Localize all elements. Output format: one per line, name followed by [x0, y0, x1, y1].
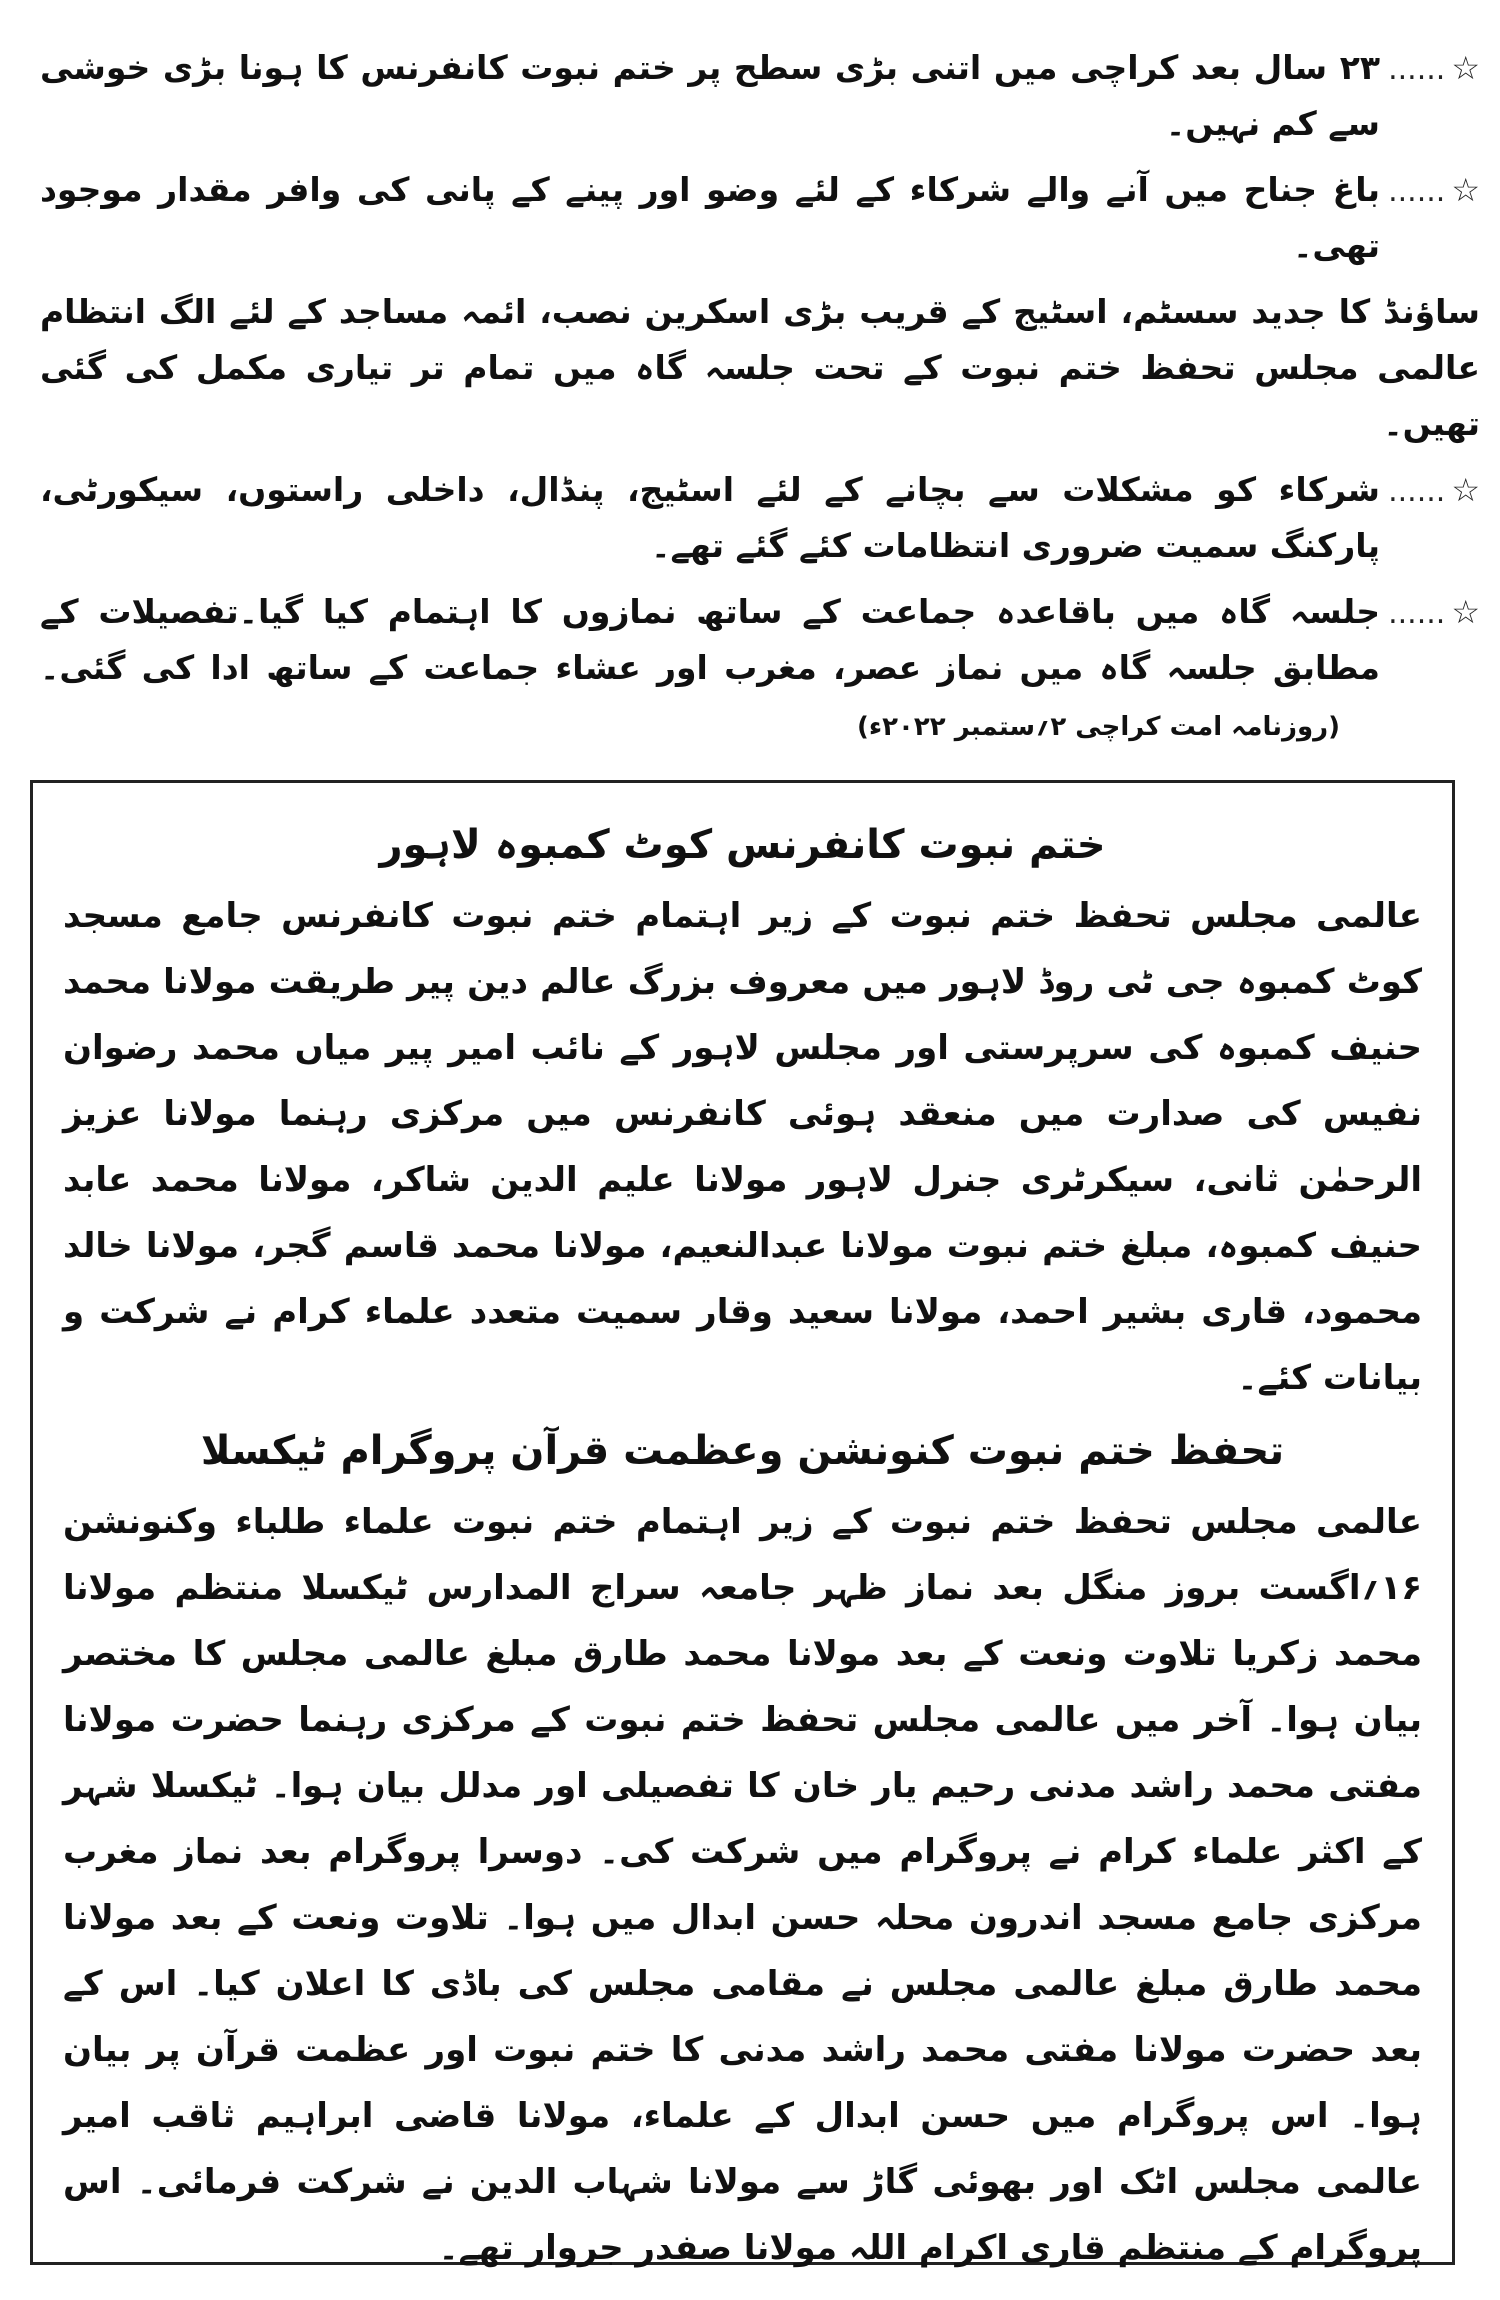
bullet-text: جلسہ گاہ میں باقاعدہ جماعت کے ساتھ نمازوں کا اہتمام کیا گیا۔تفصیلات کے مطابق جلسہ گاہ میں نماز عصر، مغرب اور عشاء جماعت کے ساتھ ادا کی گئی۔ (روزنامہ امت کراچی ۲؍ستمبر ۲۰۲۲ء): [40, 592, 1380, 742]
bullet-text: باغ جناح میں آنے والے شرکاء کے لئے وضو اور پینے کے پانی کی وافر مقدار موجود تھی۔: [40, 170, 1380, 265]
bullet-marker: ...... ☆: [1388, 593, 1480, 631]
star-icon: ☆: [1451, 49, 1480, 87]
section-paragraph: عالمی مجلس تحفظ ختم نبوت کے زیر اہتمام ختم نبوت کانفرنس جامع مسجد کوٹ کمبوہ جی ٹی روڈ لاہور میں معروف بزرگ عالم دین پیر طریقت مولانا محمد حنیف کمبوہ کی سرپرستی اور مجلس لاہور کے نائب امیر پیر میاں محمد رضوان نفیس کی صدارت میں منعقد ہوئی کانفرنس میں مرکزی رہنما مولانا عزیز الرحمٰن ثانی، سیکرٹری جنرل لاہور مولانا علیم الدین شاکر، مولانا محمد عابد حنیف کمبوہ، مبلغ ختم نبوت مولانا عبدالنعیم، مولانا محمد قاسم گجر، مولانا خالد محمود، قاری بشیر احمد، مولانا سعید وقار سمیت متعدد علماء کرام نے شرکت و بیانات کئے۔: [63, 896, 1422, 1398]
section-heading: تحفظ ختم نبوت کنونشن وعظمت قرآن پروگرام ٹیکسلا: [200, 1428, 1285, 1474]
list-item: [40, 462, 1480, 574]
section-paragraph: عالمی مجلس تحفظ ختم نبوت کے زیر اہتمام ختم نبوت علماء طلباء وکنونشن ۱۶؍اگست بروز منگل بعد نماز ظہر جامعہ سراج المدارس ٹیکسلا منتظم مولانا محمد زکریا تلاوت ونعت کے بعد مولانا محمد طارق مبلغ عالمی مجلس کا مختصر بیان ہوا۔ آخر میں عالمی مجلس تحفظ ختم نبوت کے مرکزی رہنما حضرت مولانا مفتی محمد راشد مدنی رحیم یار خان کا تفصیلی اور مدلل بیان ہوا۔ ٹیکسلا شہر کے اکثر علماء کرام نے پروگرام میں شرکت کی۔ دوسرا پروگرام بعد نماز مغرب مرکزی جامع مسجد اندرون محلہ حسن ابدال میں ہوا۔ تلاوت ونعت کے بعد مولانا محمد طارق مبلغ عالمی مجلس نے مقامی مجلس کی باڈی کا اعلان کیا۔ اس کے بعد حضرت مولانا مفتی محمد راشد مدنی کا ختم نبوت اور عظمت قرآن پر بیان ہوا۔ اس پروگرام میں حسن ابدال کے علماء، مولانا قاضی ابراہیم ثاقب امیر عالمی مجلس اٹک اور بھوئی گاڑ سے مولانا شہاب الدین نے شرکت فرمائی۔ اس پروگرام کے منتظم قاری اکرام اللہ مولانا صفدر جروار تھے۔: [63, 1502, 1422, 2268]
star-icon: ☆: [1451, 471, 1480, 509]
highlights-list: [40, 40, 1480, 765]
bullet-text: شرکاء کو مشکلات سے بچانے کے لئے اسٹیج، پنڈال، داخلی راستوں، سیکورٹی، پارکنگ سمیت ضروری انتظامات کئے گئے تھے۔: [40, 470, 1380, 565]
list-item: [40, 40, 1480, 152]
list-item: [40, 584, 1480, 755]
bullet-marker: ...... ☆: [1388, 471, 1480, 509]
source-citation: (روزنامہ امت کراچی ۲؍ستمبر ۲۰۲۲ء): [856, 712, 1340, 742]
bullet-text: ۲۳ سال بعد کراچی میں اتنی بڑی سطح پر ختم نبوت کانفرنس کا ہونا بڑی خوشی سے کم نہیں۔: [40, 48, 1380, 143]
star-icon: ☆: [1451, 593, 1480, 631]
list-item: [40, 162, 1480, 274]
section-heading: ختم نبوت کانفرنس کوٹ کمبوہ لاہور: [379, 822, 1106, 868]
bullet-text: ساؤنڈ کا جدید سسٹم، اسٹیج کے قریب بڑی اسکرین نصب، ائمہ مساجد کے لئے الگ انتظام عالمی مجلس تحفظ ختم نبوت کے تحت جلسہ گاہ میں تمام تر تیاری مکمل کی گئی تھیں۔: [40, 292, 1480, 443]
bullet-marker: ...... ☆: [1388, 49, 1480, 87]
star-icon: ☆: [1451, 171, 1480, 209]
list-item: [40, 284, 1480, 452]
bullet-marker: ...... ☆: [1388, 171, 1480, 209]
news-box: [30, 780, 1455, 2268]
